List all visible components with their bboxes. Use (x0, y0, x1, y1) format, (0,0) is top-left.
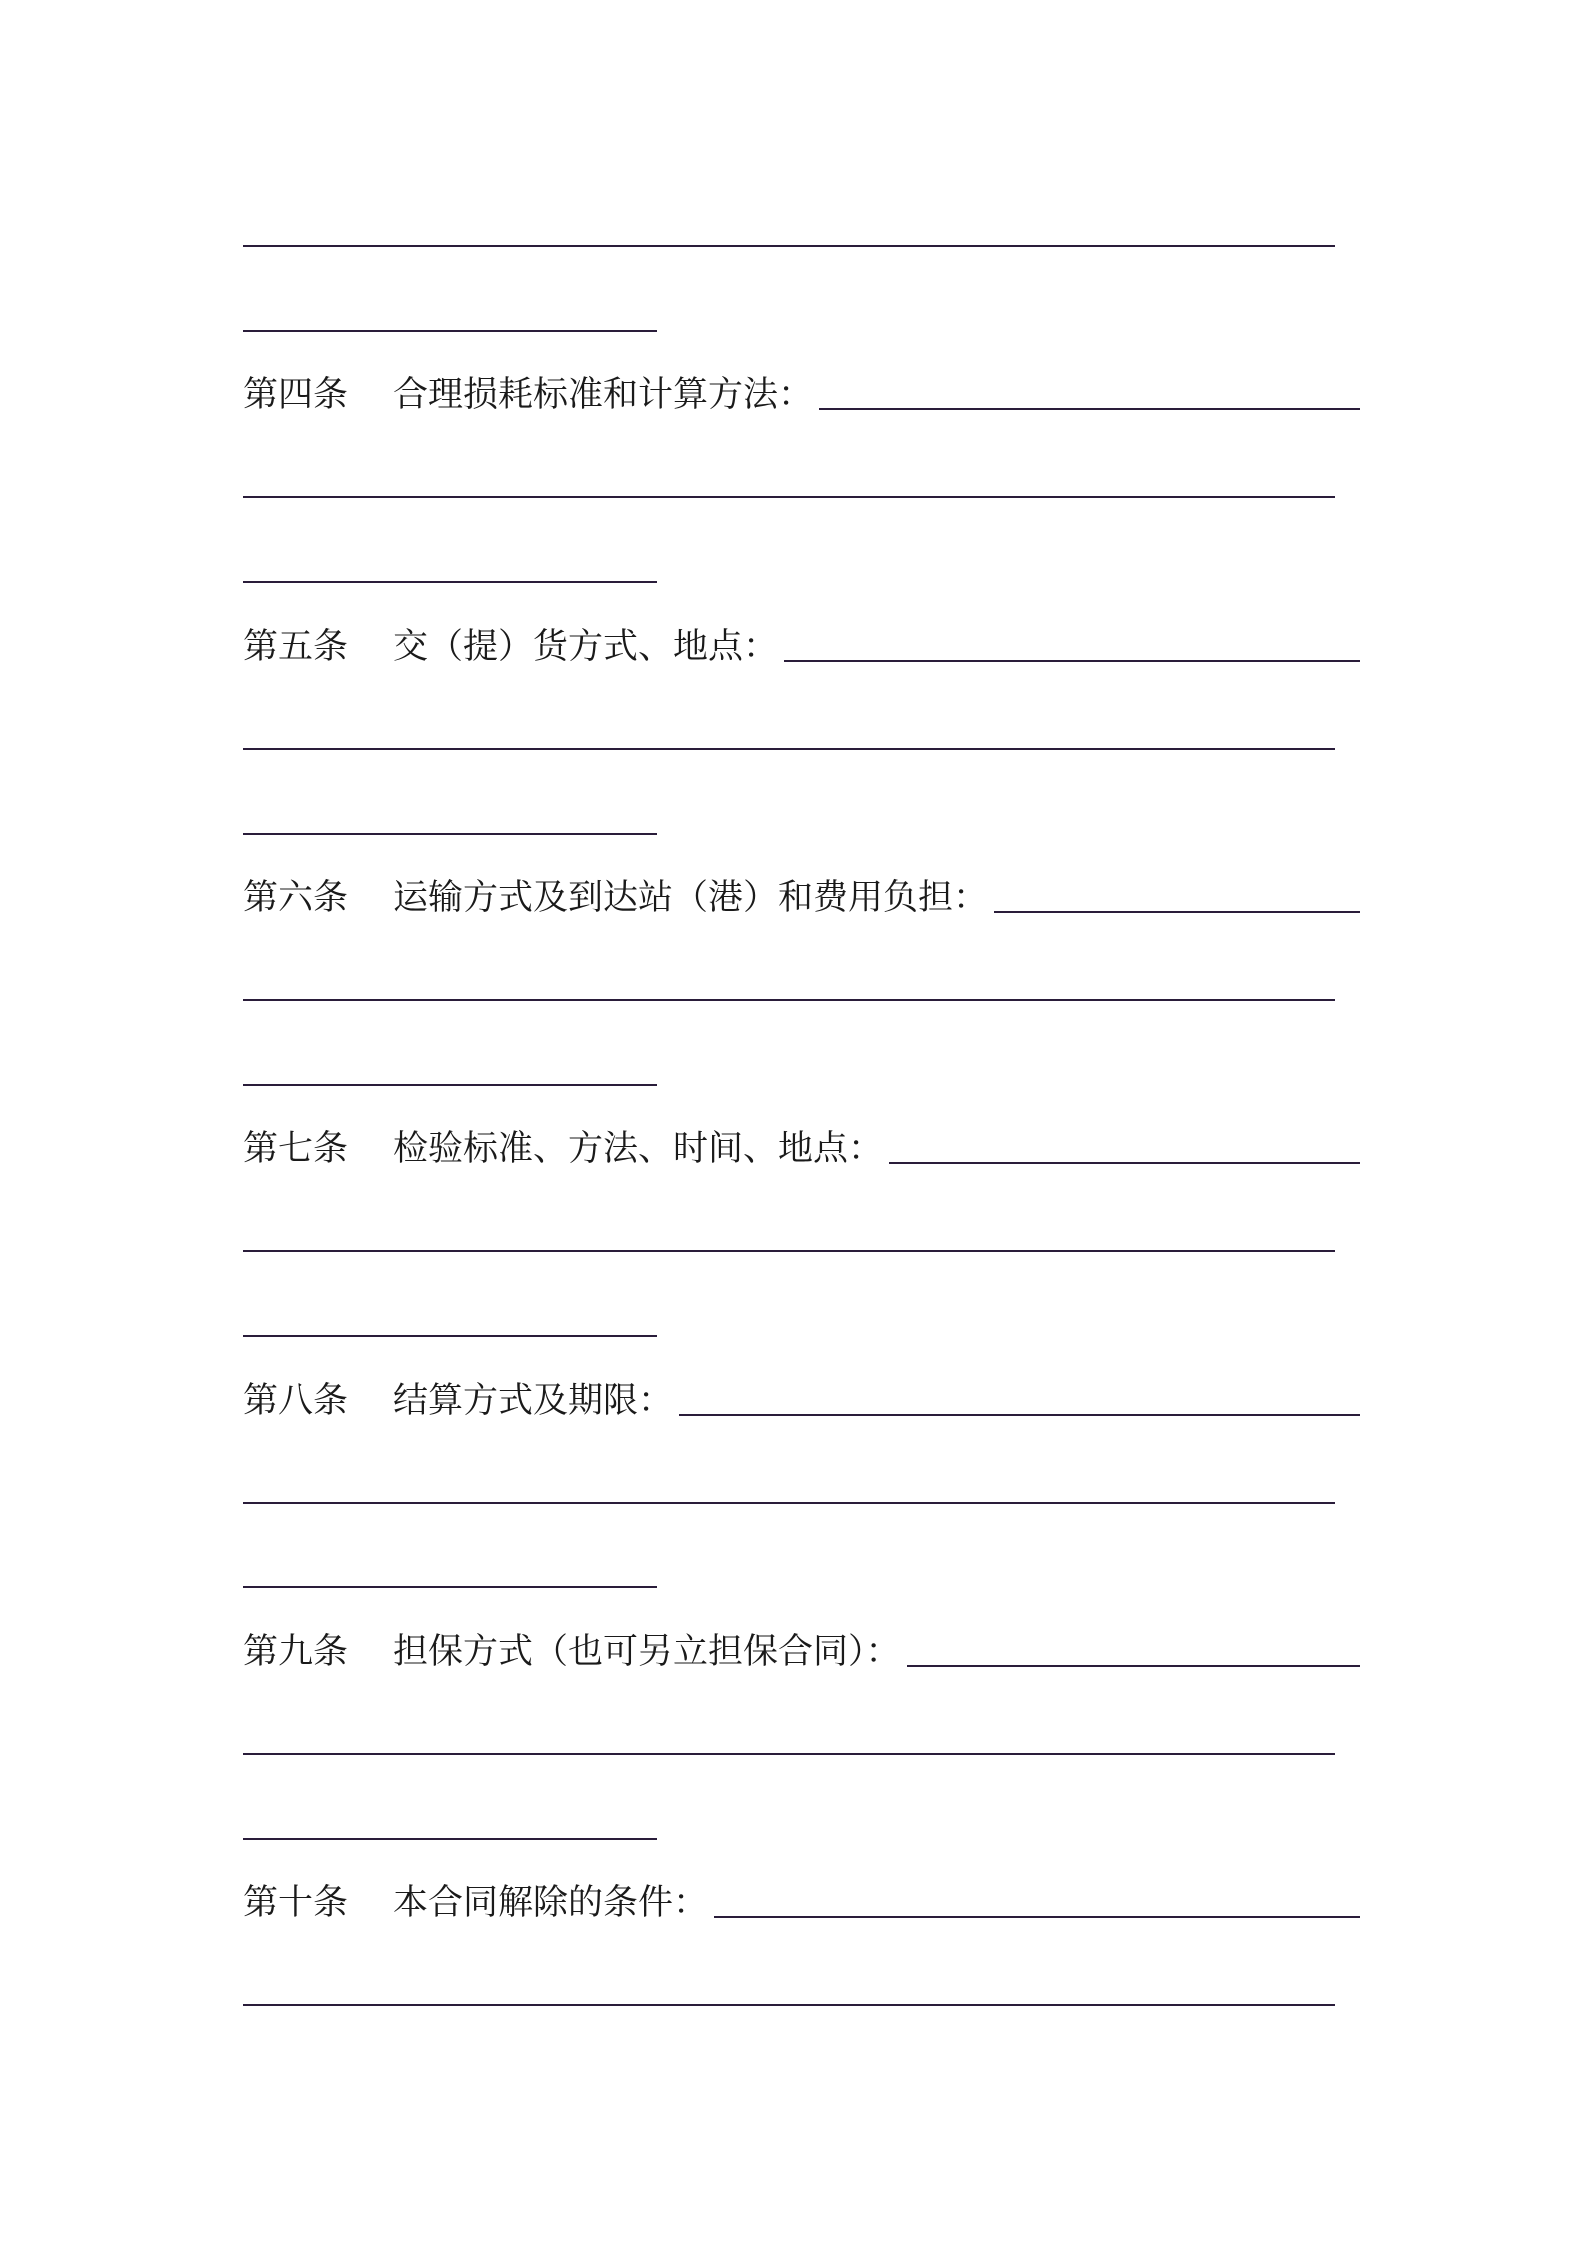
blank-line (243, 2004, 1335, 2006)
blank-line-short (243, 1084, 657, 1086)
blank-line-short (243, 1586, 657, 1588)
blank-line-short (243, 1335, 657, 1337)
article-title: 结算方式及期限： (393, 1381, 674, 1421)
blank-line-short (243, 581, 657, 583)
article-number: 第六条 (243, 878, 349, 918)
article-title: 检验标准、方法、时间、地点： (393, 1129, 884, 1169)
article-4 (243, 370, 1360, 420)
blank-line (243, 496, 1335, 498)
article-number: 第五条 (243, 627, 349, 667)
blank-line (243, 1502, 1335, 1504)
article-number: 第八条 (243, 1381, 349, 1421)
blank-line (243, 748, 1335, 750)
article-10 (243, 1878, 1360, 1928)
blank-line (243, 245, 1335, 247)
blank-line-short (243, 833, 657, 835)
blank-line (243, 1250, 1335, 1252)
blank-line-short (243, 330, 657, 332)
article-5 (243, 622, 1360, 672)
blank-line-inline (714, 1916, 1360, 1918)
article-9 (243, 1627, 1360, 1677)
blank-line-inline (994, 911, 1360, 913)
article-number: 第四条 (243, 375, 349, 415)
article-7 (243, 1124, 1360, 1174)
article-number: 第十条 (243, 1883, 349, 1923)
blank-line-inline (784, 660, 1360, 662)
article-8 (243, 1376, 1360, 1426)
blank-line (243, 999, 1335, 1001)
article-number: 第七条 (243, 1129, 349, 1169)
blank-line-short (243, 1838, 657, 1840)
blank-line (243, 1753, 1335, 1755)
article-title: 本合同解除的条件： (393, 1883, 709, 1923)
blank-line-inline (679, 1414, 1360, 1416)
article-title: 交（提）货方式、地点： (393, 627, 779, 667)
article-title: 合理损耗标准和计算方法： (393, 375, 814, 415)
blank-line-inline (907, 1665, 1360, 1667)
blank-line-inline (819, 408, 1360, 410)
article-number: 第九条 (243, 1632, 349, 1672)
article-title: 运输方式及到达站（港）和费用负担： (393, 878, 989, 918)
article-title: 担保方式（也可另立担保合同）： (393, 1632, 901, 1672)
article-6 (243, 873, 1360, 923)
blank-line-inline (889, 1162, 1360, 1164)
